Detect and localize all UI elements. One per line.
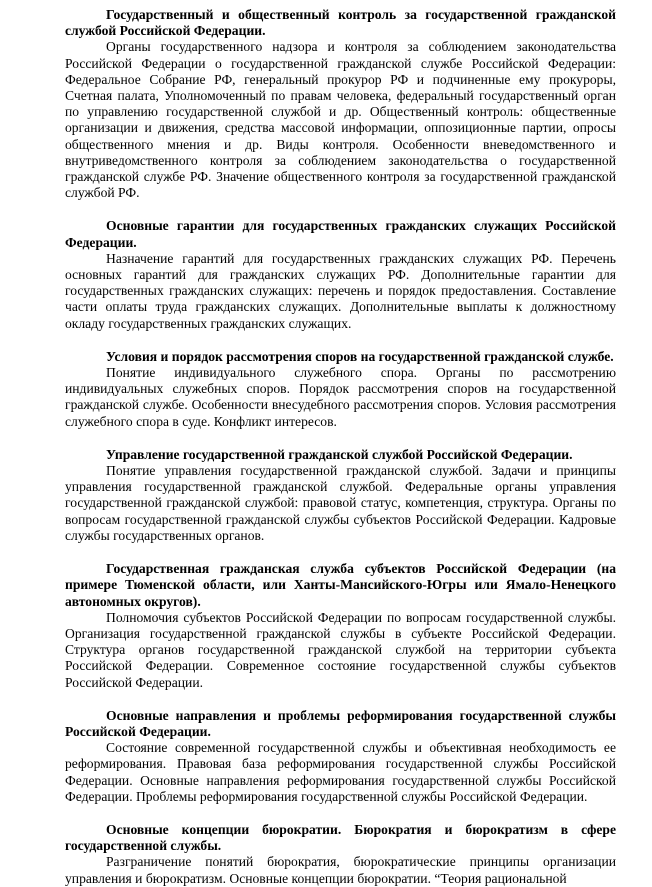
section-heading: Управление государственной гражданской службой Российской Федерации. bbox=[106, 446, 573, 462]
section-body: Понятие управления государственной гражданской службой. Задачи и принципы управления государственной гражданской службой. Федеральные органы управления государственной гражданской службой: правовой статус, компетенция, структура. Органы по вопросам государственной гражданской службы субъектов Российской Федерации. Кадровые службы государственных органов. bbox=[65, 463, 616, 543]
section-bureaucracy bbox=[65, 822, 616, 887]
section-body: Назначение гарантий для государственных гражданских служащих РФ. Перечень основных гарантий для гражданских служащих РФ. Дополнительные гарантии для государственных гражданских служащих: перечень и порядок предоставления. Составление части оплаты труда гражданских служащих. Дополнительные выплаты к должностному окладу государственных гражданских служащих. bbox=[65, 250, 616, 331]
section-body: Понятие индивидуального служебного спора. Органы по рассмотрению индивидуальных служебных споров. Порядок рассмотрения споров на государственной гражданской службе. Особенности внесудебного рассмотрения споров. Условия рассмотрения служебного спора в суде. Конфликт интересов. bbox=[65, 365, 616, 429]
section-reform bbox=[65, 708, 616, 805]
section-heading: Условия и порядок рассмотрения споров на государственной гражданской службе. bbox=[106, 348, 614, 364]
section-body: Органы государственного надзора и контроля за соблюдением законодательства Российской Федерации о государственной гражданской службе Российской Федерации: Федеральное Собрание РФ, генеральный прокурор РФ и подчиненные ему прокуроры, Счетная палата, Уполномоченный по правам человека, федеральный государственный орган по управлению государственной службой и др. Общественный контроль: общественные организации и движения, средства массовой информации, оппозиционные партии, опросы общественного мнения и др. Виды контроля. Особенности вневедомственного и внутриведомственного контроля за соблюдением законодательства о государственной гражданской службе РФ. Значение общественного контроля за государственной гражданской службой РФ. bbox=[65, 39, 616, 201]
section-state-public-control bbox=[65, 7, 616, 201]
section-heading: Государственный и общественный контроль за государственной гражданской службой Российской Федерации. bbox=[65, 7, 616, 39]
section-heading: Государственная гражданская служба субъектов Российской Федерации (на примере Тюменской области, или Ханты-Мансийского-Югры или Ямало-Ненецкого автономных округов). bbox=[65, 561, 616, 609]
section-regional-service bbox=[65, 561, 616, 691]
section-body: Полномочия субъектов Российской Федерации по вопросам государственной службы. Организация государственной гражданской службы в субъекте Российской Федерации. Структура органов государственной гражданской службой на территории субъекта Российской Федерации. Современное состояние государственной службы субъектов Российской Федерации. bbox=[65, 609, 616, 690]
section-heading: Основные направления и проблемы реформирования государственной службы Российской Федерации. bbox=[65, 707, 616, 739]
section-management bbox=[65, 447, 616, 544]
section-guarantees bbox=[65, 218, 616, 331]
section-body: Разграничение понятий бюрократия, бюрократические принципы организации управления и бюрократизм. Основные концепции бюрократии. “Теория рациональной bbox=[65, 854, 616, 886]
section-heading: Основные гарантии для государственных гражданских служащих Российской Федерации. bbox=[65, 218, 616, 250]
section-body: Состояние современной государственной службы и объективная необходимость ее реформирования. Правовая база реформирования государственной службы Российской Федерации. Основные направления реформирования государственной службы Российской Федерации. Проблемы реформирования государственной службы Российской Федерации. bbox=[65, 740, 616, 804]
section-disputes bbox=[65, 349, 616, 430]
section-heading: Основные концепции бюрократии. Бюрократия и бюрократизм в сфере государственной службы. bbox=[65, 821, 616, 854]
